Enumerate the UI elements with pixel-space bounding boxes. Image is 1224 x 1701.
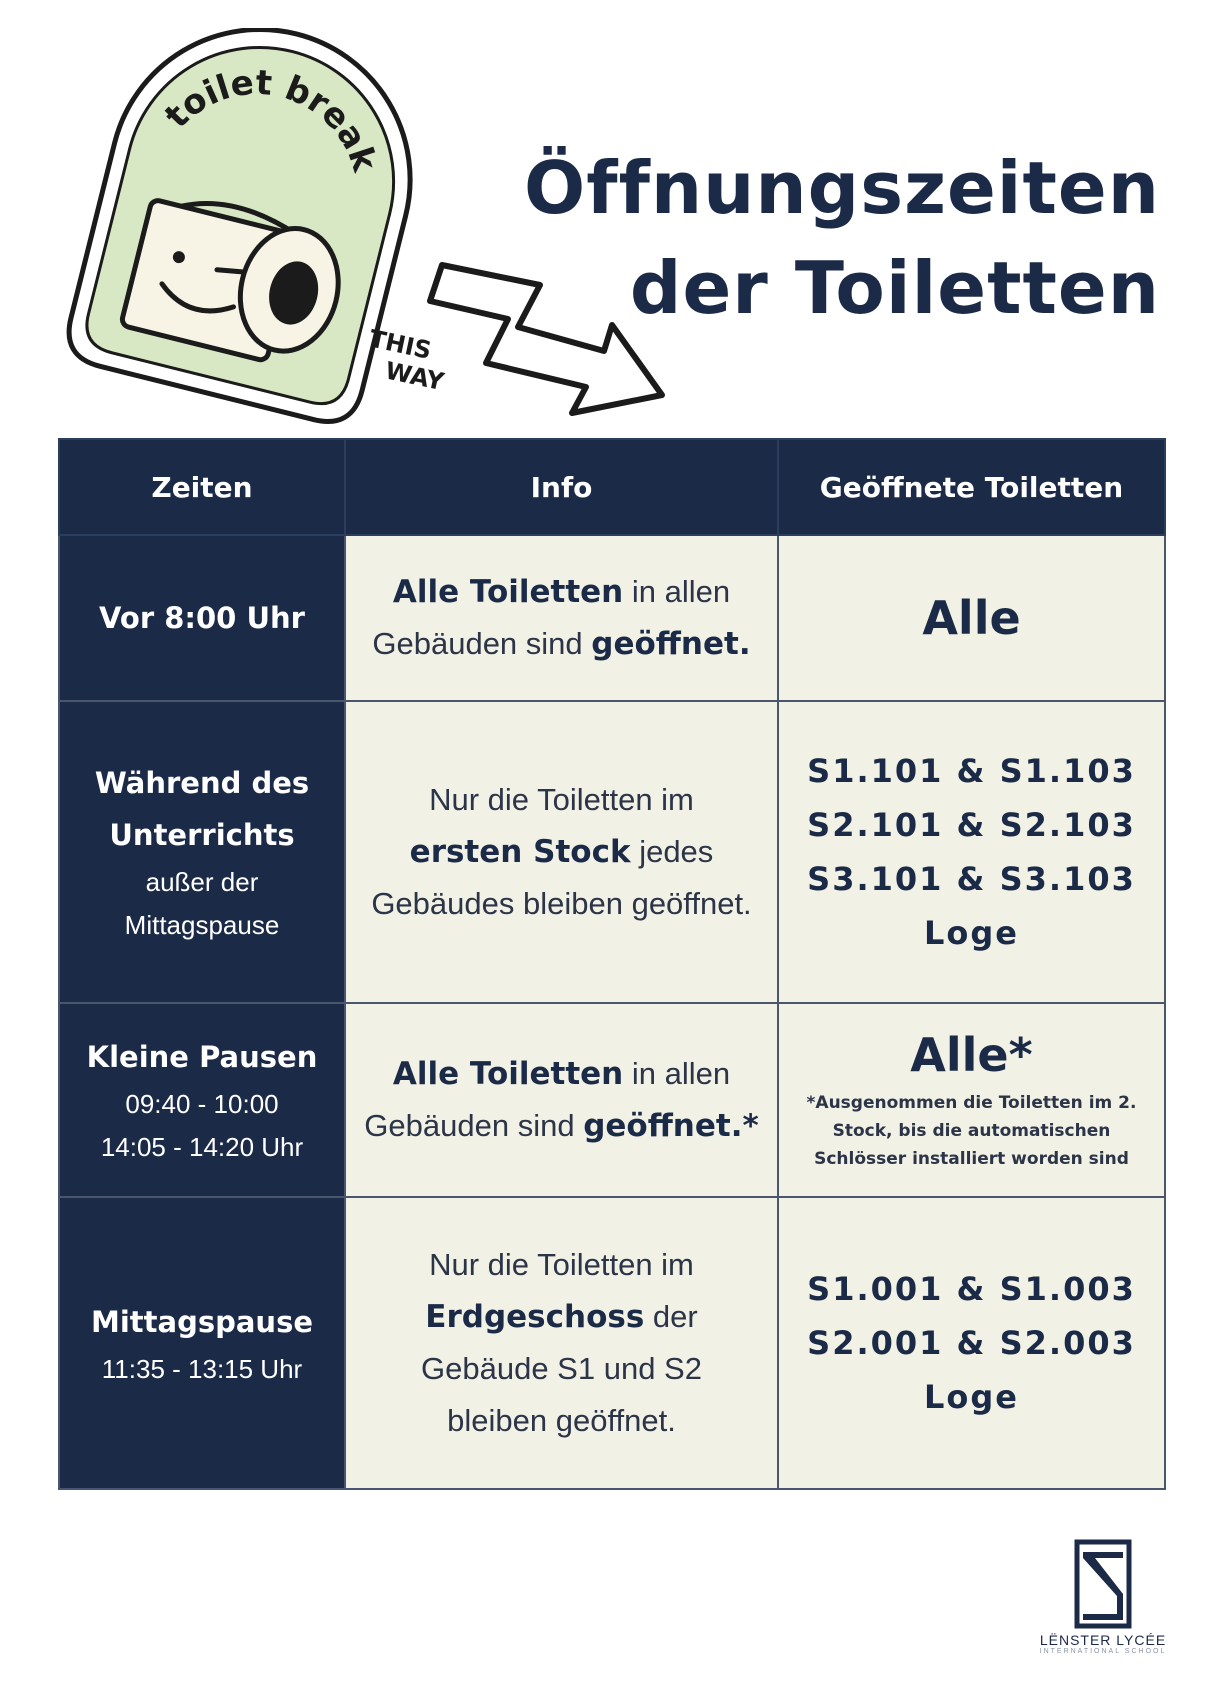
- info-bold: Erdgeschoss: [425, 1299, 645, 1335]
- header-zeiten: Zeiten: [59, 439, 345, 535]
- info-bold: Alle Toiletten: [392, 1056, 624, 1092]
- table-header-row: [59, 439, 1165, 535]
- opening-hours-table: [58, 438, 1166, 1490]
- title-line-1: Öffnungszeiten: [524, 146, 1160, 230]
- open-cell: [778, 701, 1165, 1003]
- logo-subtitle: INTERNATIONAL SCHOOL: [1039, 1648, 1167, 1655]
- info-cell: Alle Toiletten in allen Gebäuden sind geöffnet.*: [345, 1003, 778, 1197]
- info-cell: Nur die Toiletten im Erdgeschoss der Gebäude S1 und S2 bleiben geöffnet.: [345, 1197, 778, 1489]
- room-pair: S2.101 & S2.103: [807, 806, 1136, 844]
- sticker-title: toilet break: [157, 62, 385, 177]
- time-cell: Während des Unterrichts außer der Mittagspause: [59, 701, 345, 1003]
- title-line-2: der Toiletten: [629, 246, 1160, 330]
- table-row: [59, 535, 1165, 701]
- way-label: WAY: [382, 356, 447, 397]
- footnote: *Ausgenommen die Toiletten im 2. Stock, bis die automatischen Schlösser installiert worden sind: [806, 1093, 1137, 1169]
- info-bold: geöffnet.: [591, 626, 751, 662]
- open-all-note: Alle*: [910, 1028, 1033, 1082]
- open-cell: [778, 1197, 1165, 1489]
- room-pair: S1.101 & S1.103: [807, 752, 1136, 790]
- open-all: Alle: [922, 591, 1021, 645]
- info-bold: Alle Toiletten: [392, 574, 624, 610]
- time-main: Vor 8:00 Uhr: [99, 601, 305, 635]
- room-loge: Loge: [924, 1378, 1019, 1416]
- time-cell: Kleine Pausen 09:40 - 10:00 14:05 - 14:20 Uhr: [59, 1003, 345, 1197]
- time-cell: Mittagspause 11:35 - 13:15 Uhr: [59, 1197, 345, 1489]
- info-bold: geöffnet.*: [583, 1108, 759, 1144]
- room-pair: S2.001 & S2.003: [807, 1324, 1136, 1362]
- open-cell: [778, 1003, 1165, 1197]
- info-cell: Alle Toiletten in allen Gebäuden sind geöffnet.: [345, 535, 778, 701]
- header-info: Info: [345, 439, 778, 535]
- room-pair: S1.001 & S1.003: [807, 1270, 1136, 1308]
- room-pair: S3.101 & S3.103: [807, 860, 1136, 898]
- room-loge: Loge: [924, 914, 1019, 952]
- info-bold: ersten Stock: [409, 834, 631, 870]
- header-open-toilets: Geöffnete Toiletten: [778, 439, 1165, 535]
- logo-name: LËNSTER LYCÉE: [1039, 1632, 1167, 1648]
- table-row: [59, 701, 1165, 1003]
- table-row: [59, 1197, 1165, 1489]
- this-label: THIS: [366, 324, 434, 365]
- info-cell: Nur die Toiletten im ersten Stock jedes Gebäudes bleiben geöffnet.: [345, 701, 778, 1003]
- school-logo-icon: [1073, 1538, 1133, 1630]
- page-title: [524, 138, 1160, 338]
- table-row: [59, 1003, 1165, 1197]
- time-cell: [59, 535, 345, 701]
- open-cell: [778, 535, 1165, 701]
- school-logo: [1038, 1538, 1168, 1658]
